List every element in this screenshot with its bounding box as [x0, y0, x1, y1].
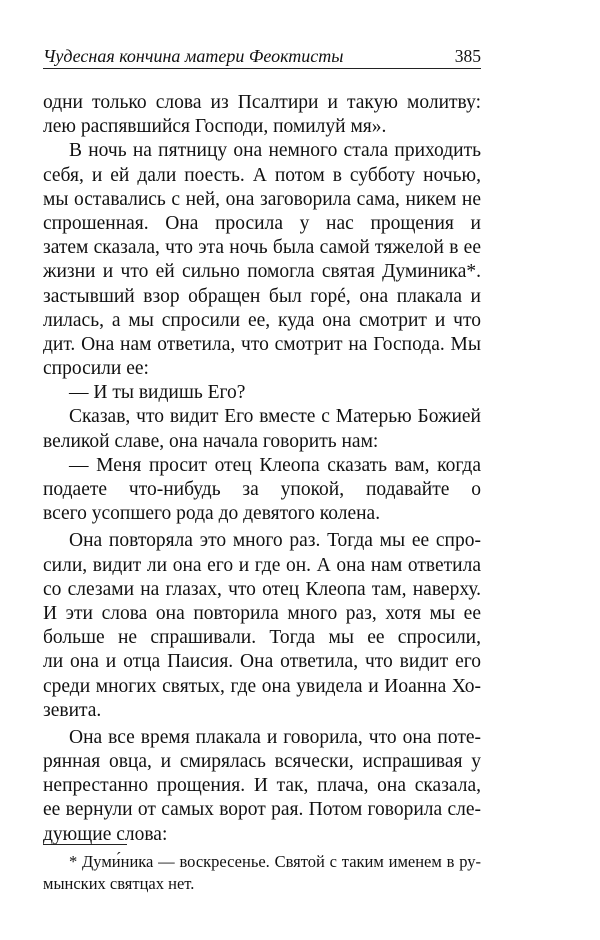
text-line: всего усопшего рода до девятого колена.: [43, 503, 381, 525]
text-line: дующие слова:: [43, 823, 168, 845]
text-line: Она все время плакала и говорила, что она поте-: [69, 726, 481, 748]
footnote-divider: [43, 844, 127, 845]
chapter-title: Чудесная кончина матери Феоктисты: [43, 46, 344, 66]
text-line: лилась, а мы спросили ее, куда она смотрит и что: [43, 309, 481, 331]
text-line: больше не спрашивали. Тогда мы ее спросили,: [43, 627, 481, 649]
text-line: одни только слова из Псалтири и такую молитву:: [43, 92, 481, 113]
text-line: застывший взор обращен был горé, она плакала и: [43, 285, 481, 307]
text-line: мы оставались с ней, она заговорила сама, никем не: [43, 188, 481, 210]
text-line: Она повторяла это много раз. Тогда мы ее спро-: [69, 530, 481, 552]
text-line: себя, и ей дали поесть. А потом в субботу ночью,: [43, 164, 481, 186]
main-text: [43, 91, 481, 847]
text-line: дит. Она нам ответила, что смотрит на Господа. Мы: [43, 333, 481, 355]
text-line: сили, видит ли она его и где он. А она нам ответила: [43, 554, 481, 576]
text-line: зевита.: [43, 699, 102, 721]
text-line: Сказав, что видит Его вместе с Матерью Божией: [69, 406, 481, 428]
text-line: — Меня просит отец Клеопа сказать вам, когда: [69, 454, 481, 476]
text-line: великой славе, она начала говорить нам:: [43, 430, 379, 452]
text-line: подаете что-нибудь за упокой, подавайте о: [43, 479, 481, 500]
text-line: спрошенная. Она просила у нас прощения и: [43, 212, 481, 234]
text-line: затем сказала, что эта ночь была самой тяжелой в ее: [43, 237, 481, 259]
text-line: непрестанно прощения. И так, плача, она сказала,: [43, 775, 481, 797]
footnote-line: мынских святцах нет.: [43, 874, 195, 893]
text-line: ли она и отца Паисия. Она ответила, что видит его: [43, 651, 481, 673]
text-line: — И ты видишь Его?: [69, 382, 246, 404]
text-line: спросили ее:: [43, 358, 149, 380]
page-number: 385: [454, 46, 481, 66]
text-line: И эти слова она повторила много раз, хотя мы ее: [43, 602, 481, 624]
text-line: рянная овца, и смирялась всячески, испрашивая у: [43, 751, 481, 773]
text-line: среди многих святых, где она увидела и Иоанна Хо-: [43, 675, 481, 697]
text-line: со слезами на глазах, что отец Клеопа там, наверху.: [43, 578, 481, 600]
footnote: [43, 851, 481, 895]
text-line: жизни и что ей сильно помогла святая Думиника*.: [43, 261, 481, 283]
running-header: [43, 44, 481, 69]
text-line: В ночь на пятницу она немного стала приходить: [69, 140, 481, 162]
footnote-line: * Думи́ника — воскресенье. Святой с таким именем в ру-: [69, 852, 481, 871]
text-line: ее вернули от самых ворот рая. Потом говорила сле-: [43, 799, 481, 821]
text-line: лею распявшийся Господи, помилуй мя».: [43, 116, 387, 138]
